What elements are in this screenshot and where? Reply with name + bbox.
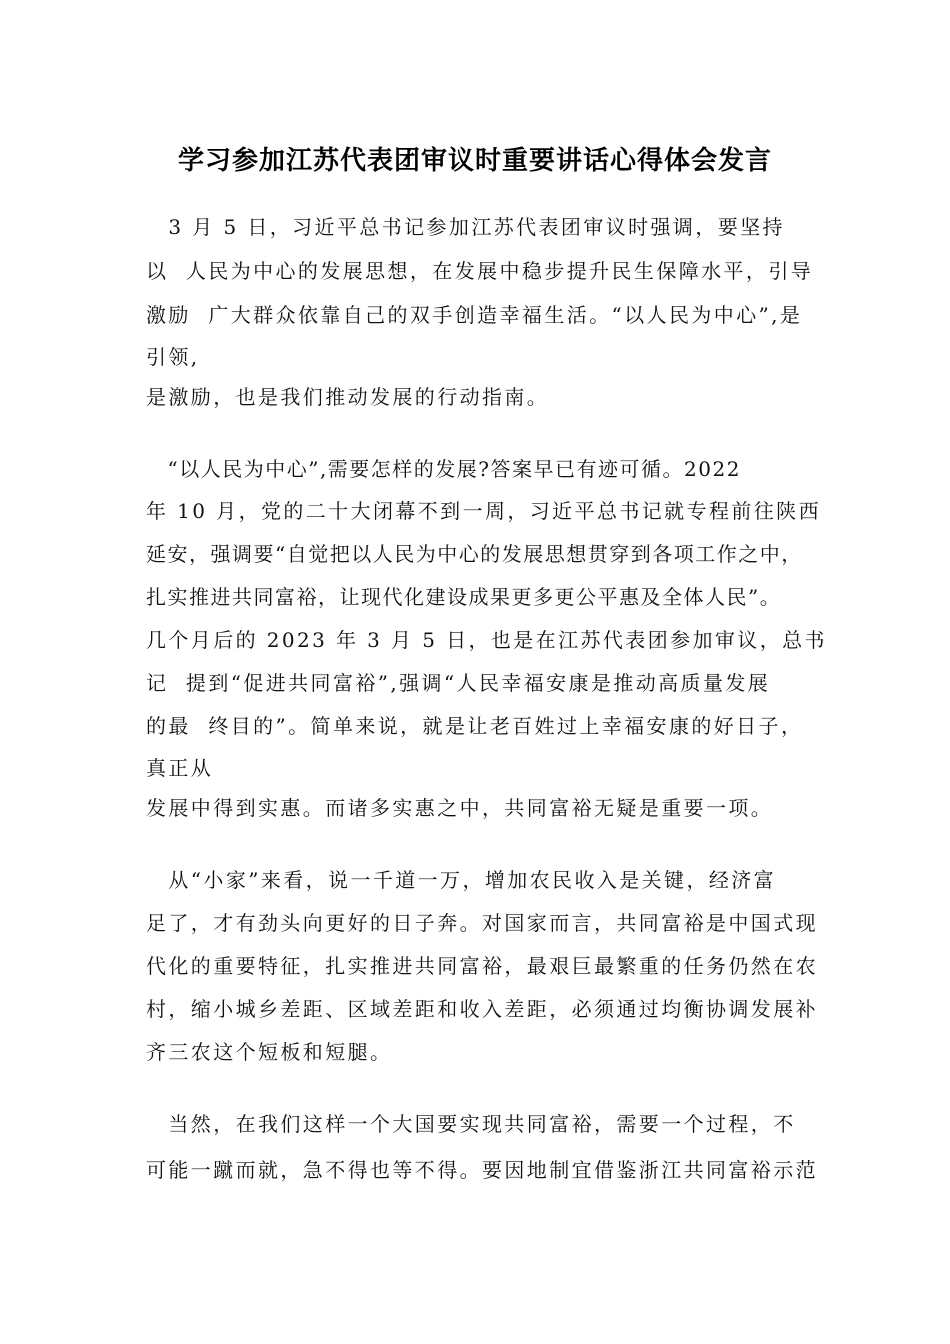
paragraph-1-line-2: 以 人民为中心的发展思想，在发展中稳步提升民生保障水平，引导 bbox=[146, 259, 814, 283]
document-title: 学习参加江苏代表团审议时重要讲话心得体会发言 bbox=[177, 146, 772, 176]
paragraph-2-line-2: 年 10 月，党的二十大闭幕不到一周，习近平总书记就专程前往陕西 bbox=[146, 499, 821, 523]
paragraph-3-line-4: 村，缩小城乡差距、区域差距和收入差距，必须通过均衡协调发展补 bbox=[146, 997, 818, 1021]
paragraph-2-line-5: 几个月后的 2023 年 3 月 5 日，也是在江苏代表团参加审议，总书 bbox=[146, 628, 827, 652]
paragraph-2-line-8: 真正从 bbox=[146, 756, 214, 780]
paragraph-3-line-5: 齐三农这个短板和短腿。 bbox=[146, 1040, 393, 1064]
paragraph-3-line-3: 代化的重要特征，扎实推进共同富裕，最艰巨最繁重的任务仍然在农 bbox=[146, 954, 818, 978]
paragraph-2-line-1: “以人民为中心”,需要怎样的发展?答案早已有迹可循。2022 bbox=[146, 457, 741, 481]
paragraph-1-line-1: 3 月 5 日，习近平总书记参加江苏代表团审议时强调，要坚持 bbox=[146, 215, 785, 239]
paragraph-2-line-4: 扎实推进共同富裕，让现代化建设成果更多更公平惠及全体人民”。 bbox=[146, 585, 782, 609]
paragraph-2-line-3: 延安，强调要“自觉把以人民为中心的发展思想贯穿到各项工作之中， bbox=[146, 542, 803, 566]
paragraph-2-line-9: 发展中得到实惠。而诸多实惠之中，共同富裕无疑是重要一项。 bbox=[146, 796, 774, 820]
paragraph-2-line-6: 记 提到“促进共同富裕”,强调“人民幸福安康是推动高质量发展 bbox=[146, 671, 771, 695]
paragraph-4-line-1: 当然，在我们这样一个大国要实现共同富裕，需要一个过程，不 bbox=[146, 1112, 796, 1136]
paragraph-1-line-4: 引领, bbox=[146, 345, 200, 369]
paragraph-1-line-5: 是激励，也是我们推动发展的行动指南。 bbox=[146, 385, 550, 409]
paragraph-3-line-1: 从“小家”来看，说一千道一万，增加农民收入是关键，经济富 bbox=[146, 868, 777, 892]
paragraph-1-line-3: 激励 广大群众依靠自己的双手创造幸福生活。“以人民为中心”,是 bbox=[146, 303, 803, 327]
paragraph-3-line-2: 足了，才有劲头向更好的日子奔。对国家而言，共同富裕是中国式现 bbox=[146, 911, 818, 935]
paragraph-2-line-7: 的最 终目的”。简单来说，就是让老百姓过上幸福安康的好日子， bbox=[146, 714, 804, 738]
paragraph-4-line-2: 可能一蹴而就，急不得也等不得。要因地制宜借鉴浙江共同富裕示范 bbox=[146, 1158, 818, 1182]
